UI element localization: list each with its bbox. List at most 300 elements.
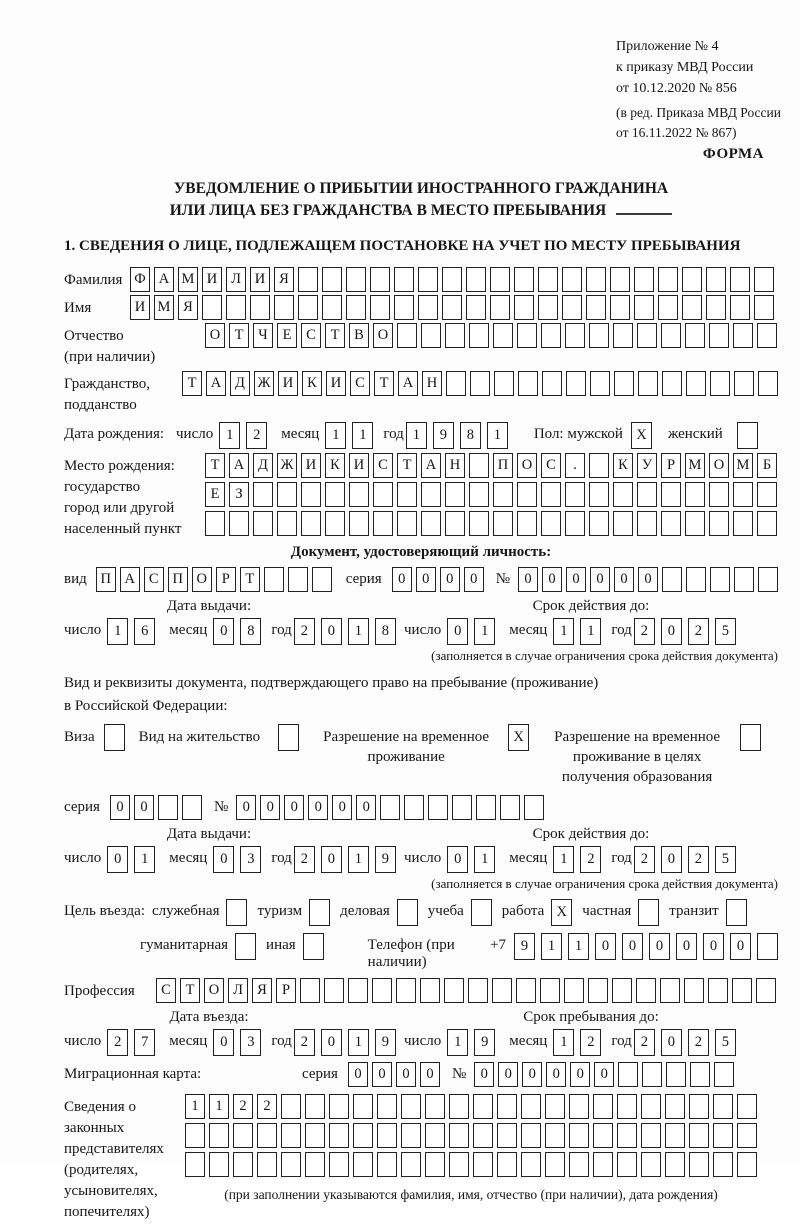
- char-box[interactable]: [685, 323, 705, 348]
- char-box[interactable]: [714, 1062, 734, 1087]
- char-box[interactable]: [281, 1094, 301, 1119]
- char-box[interactable]: 0: [649, 933, 670, 960]
- char-box[interactable]: С: [350, 371, 370, 396]
- char-box[interactable]: 0: [260, 795, 280, 820]
- char-box[interactable]: А: [154, 267, 174, 292]
- char-box[interactable]: 9: [474, 1029, 495, 1056]
- char-box[interactable]: [329, 1094, 349, 1119]
- char-box[interactable]: [516, 978, 536, 1003]
- char-box[interactable]: [617, 1123, 637, 1148]
- char-box[interactable]: [689, 1123, 709, 1148]
- char-box[interactable]: [709, 323, 729, 348]
- char-box[interactable]: Р: [216, 567, 236, 592]
- char-box[interactable]: [476, 795, 496, 820]
- char-box[interactable]: 5: [715, 846, 736, 873]
- char-box[interactable]: 0: [236, 795, 256, 820]
- char-box[interactable]: 0: [590, 567, 610, 592]
- char-box[interactable]: 5: [715, 618, 736, 645]
- char-box[interactable]: 1: [134, 846, 155, 873]
- char-box[interactable]: [205, 511, 225, 536]
- checkbox-other[interactable]: [303, 933, 324, 960]
- checkbox-work[interactable]: X: [551, 899, 572, 926]
- char-box[interactable]: [682, 267, 702, 292]
- char-box[interactable]: [288, 567, 308, 592]
- char-box[interactable]: [442, 295, 462, 320]
- checkbox-female[interactable]: [737, 422, 758, 449]
- char-box[interactable]: 8: [460, 422, 481, 449]
- char-box[interactable]: У: [637, 453, 657, 478]
- char-box[interactable]: [490, 295, 510, 320]
- char-box[interactable]: 9: [375, 846, 396, 873]
- char-box[interactable]: [541, 511, 561, 536]
- char-box[interactable]: [233, 1152, 253, 1177]
- char-box[interactable]: [325, 511, 345, 536]
- char-box[interactable]: [469, 511, 489, 536]
- char-box[interactable]: [468, 978, 488, 1003]
- char-box[interactable]: [562, 267, 582, 292]
- char-box[interactable]: Р: [276, 978, 296, 1003]
- char-box[interactable]: [661, 323, 681, 348]
- char-box[interactable]: И: [130, 295, 150, 320]
- char-box[interactable]: 1: [348, 846, 369, 873]
- char-box[interactable]: [756, 978, 776, 1003]
- char-box[interactable]: [564, 978, 584, 1003]
- char-box[interactable]: 0: [213, 846, 234, 873]
- char-box[interactable]: [757, 323, 777, 348]
- char-box[interactable]: [642, 1062, 662, 1087]
- char-box[interactable]: Т: [180, 978, 200, 1003]
- char-box[interactable]: 0: [396, 1062, 416, 1087]
- char-box[interactable]: Т: [374, 371, 394, 396]
- char-box[interactable]: [298, 295, 318, 320]
- char-box[interactable]: Я: [178, 295, 198, 320]
- char-box[interactable]: 0: [570, 1062, 590, 1087]
- char-box[interactable]: [732, 978, 752, 1003]
- char-box[interactable]: [449, 1094, 469, 1119]
- char-box[interactable]: Д: [230, 371, 250, 396]
- char-box[interactable]: [209, 1152, 229, 1177]
- char-box[interactable]: [757, 933, 778, 960]
- char-box[interactable]: [662, 371, 682, 396]
- char-box[interactable]: [497, 1123, 517, 1148]
- char-box[interactable]: [418, 295, 438, 320]
- char-box[interactable]: 0: [213, 618, 234, 645]
- char-box[interactable]: [250, 295, 270, 320]
- char-box[interactable]: [758, 371, 778, 396]
- char-box[interactable]: [229, 511, 249, 536]
- char-box[interactable]: 1: [553, 1029, 574, 1056]
- char-box[interactable]: [493, 511, 513, 536]
- char-box[interactable]: [634, 267, 654, 292]
- char-box[interactable]: А: [421, 453, 441, 478]
- char-box[interactable]: [490, 267, 510, 292]
- char-box[interactable]: [380, 795, 400, 820]
- char-box[interactable]: О: [709, 453, 729, 478]
- char-box[interactable]: [305, 1094, 325, 1119]
- char-box[interactable]: [685, 482, 705, 507]
- char-box[interactable]: 0: [474, 1062, 494, 1087]
- char-box[interactable]: [517, 511, 537, 536]
- char-box[interactable]: [562, 295, 582, 320]
- char-box[interactable]: 6: [134, 618, 155, 645]
- char-box[interactable]: [281, 1152, 301, 1177]
- checkbox-residence-permit[interactable]: [278, 724, 299, 751]
- char-box[interactable]: [421, 511, 441, 536]
- checkbox-male[interactable]: X: [631, 422, 652, 449]
- char-box[interactable]: [469, 323, 489, 348]
- char-box[interactable]: [665, 1152, 685, 1177]
- char-box[interactable]: [401, 1123, 421, 1148]
- char-box[interactable]: [734, 371, 754, 396]
- char-box[interactable]: [401, 1152, 421, 1177]
- char-box[interactable]: 2: [294, 1029, 315, 1056]
- char-box[interactable]: [514, 267, 534, 292]
- char-box[interactable]: Е: [277, 323, 297, 348]
- char-box[interactable]: Т: [397, 453, 417, 478]
- char-box[interactable]: [566, 371, 586, 396]
- char-box[interactable]: [493, 323, 513, 348]
- char-box[interactable]: И: [326, 371, 346, 396]
- char-box[interactable]: 0: [566, 567, 586, 592]
- char-box[interactable]: 0: [730, 933, 751, 960]
- char-box[interactable]: Ж: [277, 453, 297, 478]
- char-box[interactable]: 0: [321, 618, 342, 645]
- char-box[interactable]: [301, 511, 321, 536]
- char-box[interactable]: [636, 978, 656, 1003]
- char-box[interactable]: 0: [110, 795, 130, 820]
- char-box[interactable]: [658, 267, 678, 292]
- char-box[interactable]: [754, 267, 774, 292]
- char-box[interactable]: М: [733, 453, 753, 478]
- char-box[interactable]: В: [349, 323, 369, 348]
- char-box[interactable]: [401, 1094, 421, 1119]
- char-box[interactable]: [377, 1094, 397, 1119]
- char-box[interactable]: 0: [594, 1062, 614, 1087]
- char-box[interactable]: 0: [392, 567, 412, 592]
- char-box[interactable]: 0: [498, 1062, 518, 1087]
- char-box[interactable]: 9: [375, 1029, 396, 1056]
- char-box[interactable]: Р: [661, 453, 681, 478]
- char-box[interactable]: [545, 1123, 565, 1148]
- char-box[interactable]: [610, 267, 630, 292]
- char-box[interactable]: [569, 1152, 589, 1177]
- char-box[interactable]: [301, 482, 321, 507]
- char-box[interactable]: 0: [321, 846, 342, 873]
- char-box[interactable]: 8: [240, 618, 261, 645]
- char-box[interactable]: [253, 482, 273, 507]
- char-box[interactable]: [618, 1062, 638, 1087]
- char-box[interactable]: 7: [134, 1029, 155, 1056]
- char-box[interactable]: 0: [661, 846, 682, 873]
- char-box[interactable]: [589, 453, 609, 478]
- char-box[interactable]: 1: [406, 422, 427, 449]
- char-box[interactable]: 0: [595, 933, 616, 960]
- char-box[interactable]: [329, 1152, 349, 1177]
- char-box[interactable]: [349, 511, 369, 536]
- char-box[interactable]: [185, 1152, 205, 1177]
- char-box[interactable]: 0: [284, 795, 304, 820]
- char-box[interactable]: И: [278, 371, 298, 396]
- char-box[interactable]: [612, 978, 632, 1003]
- char-box[interactable]: 0: [107, 846, 128, 873]
- char-box[interactable]: Т: [325, 323, 345, 348]
- char-box[interactable]: [737, 1123, 757, 1148]
- char-box[interactable]: [524, 795, 544, 820]
- char-box[interactable]: [373, 511, 393, 536]
- char-box[interactable]: [637, 323, 657, 348]
- char-box[interactable]: З: [229, 482, 249, 507]
- char-box[interactable]: 2: [688, 618, 709, 645]
- char-box[interactable]: [425, 1152, 445, 1177]
- char-box[interactable]: Н: [422, 371, 442, 396]
- char-box[interactable]: [277, 482, 297, 507]
- char-box[interactable]: 0: [518, 567, 538, 592]
- char-box[interactable]: [565, 482, 585, 507]
- char-box[interactable]: 0: [703, 933, 724, 960]
- char-box[interactable]: [757, 482, 777, 507]
- char-box[interactable]: П: [96, 567, 116, 592]
- char-box[interactable]: [469, 453, 489, 478]
- char-box[interactable]: Е: [205, 482, 225, 507]
- char-box[interactable]: [449, 1152, 469, 1177]
- char-box[interactable]: И: [349, 453, 369, 478]
- char-box[interactable]: [666, 1062, 686, 1087]
- char-box[interactable]: 0: [447, 846, 468, 873]
- char-box[interactable]: [709, 511, 729, 536]
- checkbox-study[interactable]: [471, 899, 492, 926]
- checkbox-tourism[interactable]: [309, 899, 330, 926]
- char-box[interactable]: [614, 371, 634, 396]
- char-box[interactable]: [305, 1152, 325, 1177]
- char-box[interactable]: Т: [205, 453, 225, 478]
- char-box[interactable]: М: [685, 453, 705, 478]
- char-box[interactable]: [425, 1094, 445, 1119]
- char-box[interactable]: [445, 323, 465, 348]
- char-box[interactable]: [209, 1123, 229, 1148]
- char-box[interactable]: 2: [257, 1094, 277, 1119]
- char-box[interactable]: [428, 795, 448, 820]
- char-box[interactable]: [377, 1152, 397, 1177]
- char-box[interactable]: [690, 1062, 710, 1087]
- char-box[interactable]: 1: [541, 933, 562, 960]
- char-box[interactable]: 0: [332, 795, 352, 820]
- char-box[interactable]: И: [250, 267, 270, 292]
- char-box[interactable]: [589, 482, 609, 507]
- char-box[interactable]: 0: [308, 795, 328, 820]
- char-box[interactable]: [665, 1094, 685, 1119]
- char-box[interactable]: [377, 1123, 397, 1148]
- char-box[interactable]: Н: [445, 453, 465, 478]
- char-box[interactable]: [325, 482, 345, 507]
- char-box[interactable]: [452, 795, 472, 820]
- char-box[interactable]: [233, 1123, 253, 1148]
- char-box[interactable]: [710, 371, 730, 396]
- char-box[interactable]: [182, 795, 202, 820]
- char-box[interactable]: 0: [321, 1029, 342, 1056]
- char-box[interactable]: 5: [715, 1029, 736, 1056]
- char-box[interactable]: [737, 1094, 757, 1119]
- char-box[interactable]: К: [302, 371, 322, 396]
- char-box[interactable]: [706, 295, 726, 320]
- char-box[interactable]: [590, 371, 610, 396]
- char-box[interactable]: [617, 1152, 637, 1177]
- char-box[interactable]: [661, 482, 681, 507]
- char-box[interactable]: О: [373, 323, 393, 348]
- char-box[interactable]: Ч: [253, 323, 273, 348]
- char-box[interactable]: [658, 295, 678, 320]
- char-box[interactable]: [185, 1123, 205, 1148]
- char-box[interactable]: [257, 1152, 277, 1177]
- char-box[interactable]: 1: [325, 422, 346, 449]
- char-box[interactable]: [541, 323, 561, 348]
- char-box[interactable]: 1: [219, 422, 240, 449]
- char-box[interactable]: 0: [661, 618, 682, 645]
- char-box[interactable]: 2: [634, 846, 655, 873]
- char-box[interactable]: 2: [294, 846, 315, 873]
- char-box[interactable]: [324, 978, 344, 1003]
- char-box[interactable]: [521, 1094, 541, 1119]
- char-box[interactable]: [397, 323, 417, 348]
- char-box[interactable]: [733, 511, 753, 536]
- char-box[interactable]: [565, 323, 585, 348]
- char-box[interactable]: К: [613, 453, 633, 478]
- char-box[interactable]: Т: [182, 371, 202, 396]
- char-box[interactable]: [473, 1123, 493, 1148]
- char-box[interactable]: [493, 482, 513, 507]
- char-box[interactable]: П: [168, 567, 188, 592]
- char-box[interactable]: [274, 295, 294, 320]
- char-box[interactable]: [158, 795, 178, 820]
- char-box[interactable]: [444, 978, 464, 1003]
- char-box[interactable]: С: [156, 978, 176, 1003]
- char-box[interactable]: 0: [356, 795, 376, 820]
- char-box[interactable]: [518, 371, 538, 396]
- char-box[interactable]: 8: [375, 618, 396, 645]
- char-box[interactable]: 0: [447, 618, 468, 645]
- char-box[interactable]: И: [301, 453, 321, 478]
- char-box[interactable]: [281, 1123, 301, 1148]
- char-box[interactable]: [593, 1094, 613, 1119]
- char-box[interactable]: 0: [661, 1029, 682, 1056]
- char-box[interactable]: [253, 511, 273, 536]
- checkbox-business[interactable]: [397, 899, 418, 926]
- char-box[interactable]: [641, 1152, 661, 1177]
- char-box[interactable]: С: [541, 453, 561, 478]
- checkbox-temp-residence-education[interactable]: [740, 724, 761, 751]
- char-box[interactable]: Л: [226, 267, 246, 292]
- char-box[interactable]: [593, 1152, 613, 1177]
- char-box[interactable]: 2: [688, 1029, 709, 1056]
- char-box[interactable]: [346, 295, 366, 320]
- char-box[interactable]: Ж: [254, 371, 274, 396]
- char-box[interactable]: [734, 567, 754, 592]
- char-box[interactable]: Я: [274, 267, 294, 292]
- char-box[interactable]: [610, 295, 630, 320]
- char-box[interactable]: О: [517, 453, 537, 478]
- char-box[interactable]: [541, 482, 561, 507]
- char-box[interactable]: [709, 482, 729, 507]
- char-box[interactable]: О: [204, 978, 224, 1003]
- char-box[interactable]: [613, 511, 633, 536]
- char-box[interactable]: [473, 1094, 493, 1119]
- char-box[interactable]: [706, 267, 726, 292]
- char-box[interactable]: 2: [107, 1029, 128, 1056]
- char-box[interactable]: [492, 978, 512, 1003]
- char-box[interactable]: 0: [134, 795, 154, 820]
- checkbox-humanitarian[interactable]: [235, 933, 256, 960]
- char-box[interactable]: [545, 1152, 565, 1177]
- char-box[interactable]: [538, 295, 558, 320]
- char-box[interactable]: [641, 1094, 661, 1119]
- char-box[interactable]: 0: [542, 567, 562, 592]
- char-box[interactable]: [593, 1123, 613, 1148]
- char-box[interactable]: [394, 295, 414, 320]
- char-box[interactable]: [708, 978, 728, 1003]
- char-box[interactable]: [730, 267, 750, 292]
- char-box[interactable]: .: [565, 453, 585, 478]
- char-box[interactable]: [349, 482, 369, 507]
- char-box[interactable]: [660, 978, 680, 1003]
- char-box[interactable]: Т: [240, 567, 260, 592]
- char-box[interactable]: 0: [676, 933, 697, 960]
- char-box[interactable]: [257, 1123, 277, 1148]
- char-box[interactable]: [497, 1094, 517, 1119]
- char-box[interactable]: 1: [474, 846, 495, 873]
- char-box[interactable]: 1: [447, 1029, 468, 1056]
- char-box[interactable]: 1: [553, 846, 574, 873]
- char-box[interactable]: [370, 295, 390, 320]
- char-box[interactable]: П: [493, 453, 513, 478]
- char-box[interactable]: [372, 978, 392, 1003]
- char-box[interactable]: Б: [757, 453, 777, 478]
- checkbox-transit[interactable]: [726, 899, 747, 926]
- char-box[interactable]: 2: [688, 846, 709, 873]
- char-box[interactable]: [514, 295, 534, 320]
- char-box[interactable]: [394, 267, 414, 292]
- char-box[interactable]: 1: [348, 618, 369, 645]
- char-box[interactable]: 1: [352, 422, 373, 449]
- char-box[interactable]: 9: [514, 933, 535, 960]
- char-box[interactable]: Т: [229, 323, 249, 348]
- char-box[interactable]: О: [192, 567, 212, 592]
- char-box[interactable]: И: [202, 267, 222, 292]
- char-box[interactable]: 2: [233, 1094, 253, 1119]
- char-box[interactable]: Ф: [130, 267, 150, 292]
- char-box[interactable]: [589, 323, 609, 348]
- char-box[interactable]: [421, 482, 441, 507]
- char-box[interactable]: [540, 978, 560, 1003]
- char-box[interactable]: [420, 978, 440, 1003]
- char-box[interactable]: [353, 1152, 373, 1177]
- checkbox-official[interactable]: [226, 899, 247, 926]
- char-box[interactable]: Л: [228, 978, 248, 1003]
- char-box[interactable]: [500, 795, 520, 820]
- char-box[interactable]: [634, 295, 654, 320]
- char-box[interactable]: [449, 1123, 469, 1148]
- char-box[interactable]: 0: [464, 567, 484, 592]
- char-box[interactable]: [348, 978, 368, 1003]
- char-box[interactable]: [373, 482, 393, 507]
- char-box[interactable]: 1: [107, 618, 128, 645]
- char-box[interactable]: [346, 267, 366, 292]
- char-box[interactable]: [682, 295, 702, 320]
- char-box[interactable]: [445, 482, 465, 507]
- char-box[interactable]: [517, 482, 537, 507]
- char-box[interactable]: [404, 795, 424, 820]
- char-box[interactable]: 1: [348, 1029, 369, 1056]
- char-box[interactable]: [470, 371, 490, 396]
- char-box[interactable]: [586, 267, 606, 292]
